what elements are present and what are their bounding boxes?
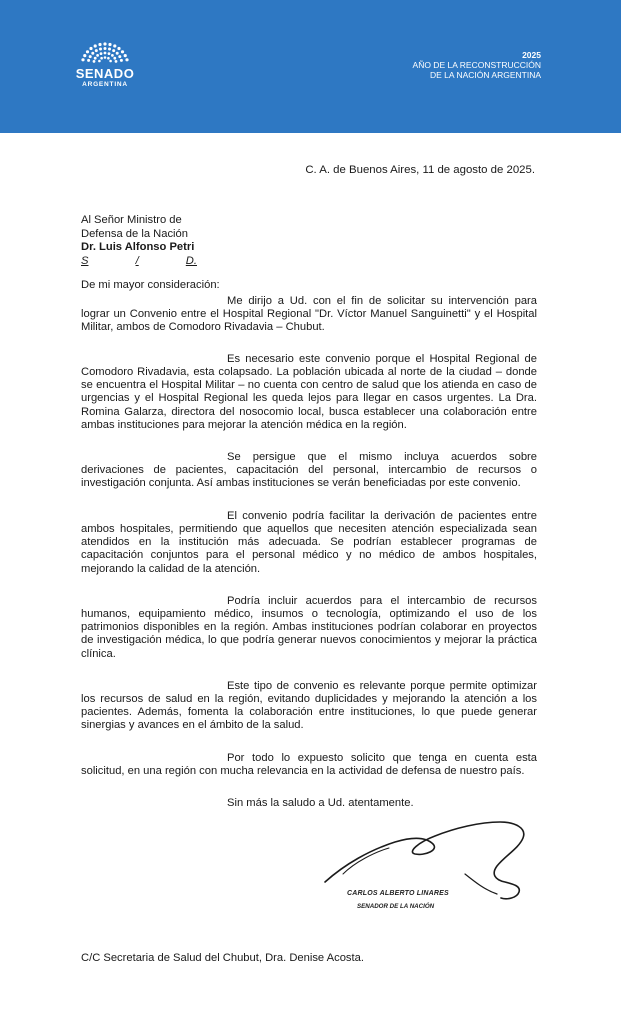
body-paragraph-2: Es necesario este convenio porque el Hospital Regional de Comodoro Rivadavia, esta colapsado. La población ubicada al norte de la ciudad – donde se encuentra el Hospital Militar – no cuenta con centro de salud que los atienda en caso de urgencias y el Hospital Regional les queda lejos para llegar en casos urgentes. La Dra. Romina Galarza, directora del nosocomio local, busca establecer una colaboración entre ambas instituciones para mejorar la atención médica en la región. [81, 353, 537, 431]
recipient-line-2: Defensa de la Nación [81, 227, 188, 240]
logo-subtitle: ARGENTINA [82, 81, 128, 88]
motto-line-2: DE LA NACIÓN ARGENTINA [430, 70, 541, 80]
body-paragraph-6: Este tipo de convenio es relevante porque permite optimizar los recursos de salud en la región, evitando duplicidades y mejorando la atención a los pacientes. Además, fomenta la colaboración entre instituciones, lo que puede generar sinergias y avances en el ámbito de la salud. [81, 680, 537, 732]
greeting: De mi mayor consideración: [81, 279, 220, 291]
sd-s: S [81, 254, 89, 267]
recipient-name: Dr. Luis Alfonso Petri [81, 241, 195, 254]
handwritten-signature [315, 812, 545, 912]
body-paragraph-5: Podría incluir acuerdos para el intercambio de recursos humanos, equipamiento médico, insumos o tecnología, optimizando el uso de los patrimonios disponibles en la región. Ambas instituciones podrían colaborar en proyectos de investigación médica, lo que podría generar nuevos conocimientos y mejorar la práctica clínica. [81, 595, 537, 660]
senado-logo [70, 40, 140, 92]
year-label: 2025 [522, 50, 541, 60]
sd-slash: / [135, 254, 139, 267]
recipient-block [81, 214, 197, 268]
letterhead-banner [0, 0, 621, 133]
recipient-line-1: Al Señor Ministro de [81, 214, 182, 226]
recipient-sd [81, 255, 197, 269]
signatory-name: CARLOS ALBERTO LINARES [347, 890, 449, 897]
closing-line: Sin más la saludo a Ud. atentamente. [227, 797, 414, 809]
body-paragraph-1: Me dirijo a Ud. con el fin de solicitar su intervención para lograr un Convenio entre el Hospital Regional "Dr. Víctor Manuel Sanguinetti" y el Hospital Militar, ambos de Comodoro Rivadavia – Chubut. [81, 295, 537, 334]
body-paragraph-3: Se persigue que el mismo incluya acuerdos sobre derivaciones de pacientes, capacitación del personal, intercambio de recursos o investigación conjunta. Así ambas instituciones se verán beneficiadas por este convenio. [81, 451, 537, 490]
hemicycle-icon [76, 40, 134, 66]
sd-d: D. [185, 254, 197, 267]
body-paragraph-7: Por todo lo expuesto solicito que tenga en cuenta esta solicitud, en una región con mucha relevancia en la actividad de defensa de nuestro país. [81, 752, 537, 778]
motto-line-1: AÑO DE LA RECONSTRUCCIÓN [412, 60, 541, 70]
letter-date: C. A. de Buenos Aires, 11 de agosto de 2025. [305, 164, 535, 176]
body-paragraph-4: El convenio podría facilitar la derivación de pacientes entre ambos hospitales, permitiendo que aquellos que necesiten atención especializada sean atendidos en la institución más adecuada. Se podrían establecer programas de capacitación conjuntos para el personal médico y no médico de ambos hospitales, mejorando la calidad de la atención. [81, 510, 537, 575]
logo-title: SENADO [75, 66, 135, 81]
signatory-title: SENADOR DE LA NACIÓN [357, 903, 435, 910]
year-motto [413, 50, 541, 80]
carbon-copy-line: C/C Secretaria de Salud del Chubut, Dra. Denise Acosta. [81, 952, 364, 964]
